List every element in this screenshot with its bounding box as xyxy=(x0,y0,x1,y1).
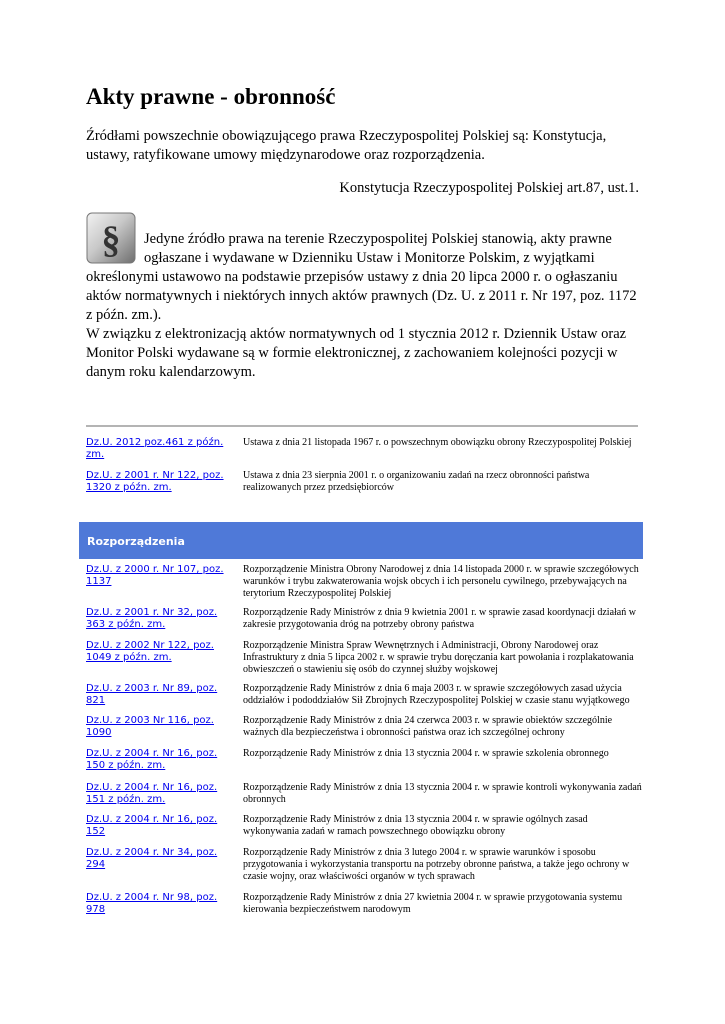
law-description: Ustawa z dnia 21 listopada 1967 r. o powszechnym obowiązku obrony Rzeczypospolitej Polskiej xyxy=(243,437,632,448)
regulation-link[interactable]: Dz.U. z 2003 Nr 116, poz. 1090 xyxy=(86,715,214,738)
constitution-citation: Konstytucja Rzeczypospolitej Polskiej art.87, ust.1. xyxy=(339,180,639,196)
regulation-link[interactable]: Dz.U. z 2002 Nr 122, poz. 1049 z późn. zm. xyxy=(86,640,214,663)
regulations-section-header xyxy=(79,522,643,559)
law-description: Ustawa z dnia 23 sierpnia 2001 r. o organizowaniu zadań na rzecz obronności państwa realizowanych przez przedsiębiorców xyxy=(243,470,590,493)
regulation-description: Rozporządzenie Rady Ministrów z dnia 13 stycznia 2004 r. w sprawie ogólnych zasad wykonywania zadań w ramach powszechnego obowiązku obrony xyxy=(243,814,588,837)
divider xyxy=(86,425,638,427)
regulation-description: Rozporządzenie Ministra Spraw Wewnętrznych i Administracji, Obrony Narodowej oraz Infrastruktury z dnia 5 lipca 2002 r. w sprawie trybu doręczania kart powołania i rozplakatowania obwieszczeń o stawieniu się osób do czynnej służby wojskowej xyxy=(243,640,634,675)
regulation-link[interactable]: Dz.U. z 2003 r. Nr 89, poz. 821 xyxy=(86,683,218,706)
intro-text: Źródłami powszechnie obowiązującego prawa Rzeczypospolitej Polskiej są: Konstytucja, ustawy, ratyfikowane umowy międzynarodowe oraz rozporządzenia. xyxy=(86,128,607,163)
regulations-header-label: Rozporządzenia xyxy=(87,535,185,548)
regulation-description: Rozporządzenie Rady Ministrów z dnia 3 lutego 2004 r. w sprawie warunków i sposobu przygotowania i wykorzystania transportu na potrzeby obronne państwa, a także jego ochrony w czasie wojny, oraz właściwości organów w tych sprawach xyxy=(243,847,630,882)
svg-text:§: § xyxy=(101,219,121,261)
regulation-description: Rozporządzenie Rady Ministrów z dnia 13 stycznia 2004 r. w sprawie kontroli wykonywania zadań obronnych xyxy=(243,782,642,805)
regulation-link[interactable]: Dz.U. z 2000 r. Nr 107, poz. 1137 xyxy=(86,564,224,587)
regulation-description: Rozporządzenie Rady Ministrów z dnia 9 kwietnia 2001 r. w sprawie zasad koordynacji działań w zakresie przygotowania dróg na potrzeby obrony państwa xyxy=(243,607,636,630)
regulation-description: Rozporządzenie Rady Ministrów z dnia 6 maja 2003 r. w sprawie szczegółowych zasad użycia oddziałów i pododdziałów Sił Zbrojnych Rzeczypospolitej Polskiej w czasie stanu wyjątkowego xyxy=(243,683,630,706)
electronization-paragraph: W związku z elektronizacją aktów normatywnych od 1 stycznia 2012 r. Dziennik Ustaw oraz Monitor Polski wydawane są w formie elektronicznej, z zachowaniem kolejności pozycji w danym roku kalendarzowym. xyxy=(86,326,627,380)
law-link[interactable]: Dz.U. 2012 poz.461 z późn. zm. xyxy=(86,437,224,460)
regulation-link[interactable]: Dz.U. z 2004 r. Nr 34, poz. 294 xyxy=(86,847,218,870)
regulation-description: Rozporządzenie Rady Ministrów z dnia 24 czerwca 2003 r. w sprawie obiektów szczególnie ważnych dla bezpieczeństwa i obronności państwa oraz ich szczególnej ochrony xyxy=(243,715,613,738)
legal-source-paragraph: Jedyne źródło prawa na terenie Rzeczypospolitej Polskiej stanowią, akty prawne ogłaszane i wydawane w Dzienniku Ustaw i Monitorze Polskim, z wyjątkami określonymi ustawowo na podstawie przepisów ustawy z dnia 20 lipca 2000 r. o ogłaszaniu aktów normatywnych i niektórych innych aktów prawnych (Dz. U. z 2011 r. Nr 197, poz. 1172 z późn. zm.). xyxy=(86,231,637,323)
regulation-link[interactable]: Dz.U. z 2004 r. Nr 98, poz. 978 xyxy=(86,892,218,915)
paragraph-section-icon xyxy=(86,212,136,264)
regulation-description: Rozporządzenie Ministra Obrony Narodowej z dnia 14 listopada 2000 r. w sprawie szczegółowych warunków i trybu zakwaterowania wojsk obcych i ich personelu cywilnego, przebywających na terytorium Rzeczypospolitej Polskiej xyxy=(243,564,639,599)
legal-source-block xyxy=(86,212,641,382)
regulation-link[interactable]: Dz.U. z 2004 r. Nr 16, poz. 150 z późn. zm. xyxy=(86,748,218,771)
regulation-link[interactable]: Dz.U. z 2004 r. Nr 16, poz. 152 xyxy=(86,814,218,837)
regulation-link[interactable]: Dz.U. z 2001 r. Nr 32, poz. 363 z późn. zm. xyxy=(86,607,218,630)
page-title: Akty prawne - obronność xyxy=(86,84,336,109)
law-link[interactable]: Dz.U. z 2001 r. Nr 122, poz. 1320 z późn. zm. xyxy=(86,470,224,493)
regulation-description: Rozporządzenie Rady Ministrów z dnia 13 stycznia 2004 r. w sprawie szkolenia obronnego xyxy=(243,748,609,759)
regulation-link[interactable]: Dz.U. z 2004 r. Nr 16, poz. 151 z późn. zm. xyxy=(86,782,218,805)
regulation-description: Rozporządzenie Rady Ministrów z dnia 27 kwietnia 2004 r. w sprawie przygotowania systemu kierowania bezpieczeństwem narodowym xyxy=(243,892,623,915)
